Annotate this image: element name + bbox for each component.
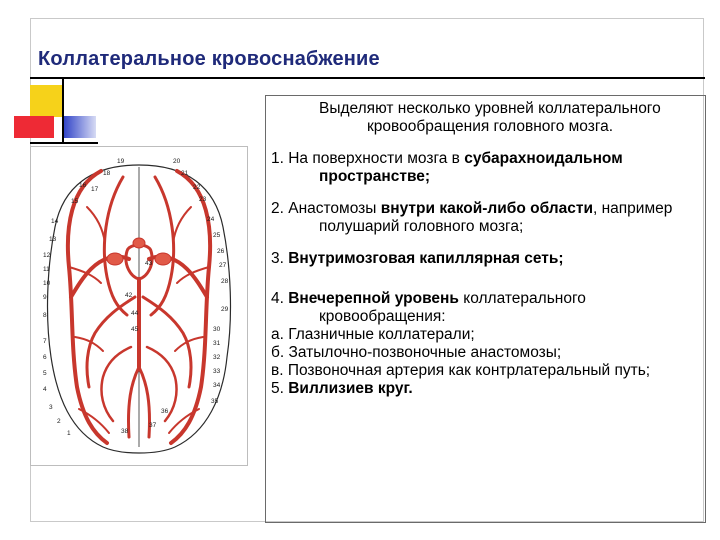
diagram-label-13: 13 (49, 236, 57, 243)
item-5-prefix: 5. (271, 380, 289, 397)
diagram-label-8: 8 (43, 312, 47, 319)
item-5 (271, 380, 695, 398)
diagram-label-30: 30 (213, 326, 221, 333)
diagram-label-33: 33 (213, 368, 221, 375)
diagram-label-16: 16 (79, 182, 87, 189)
vessel-vertebral-left (128, 367, 139, 437)
diagram-label-3: 3 (49, 404, 53, 411)
diagram-label-28: 28 (221, 278, 229, 285)
item-4-suffix: коллатерального кровообращения: (319, 290, 586, 325)
item-5-bold: Виллизиев круг. (288, 380, 413, 397)
intro-paragraph (271, 100, 695, 136)
vessel-left-outer (68, 171, 107, 443)
diagram-label-18: 18 (103, 170, 111, 177)
slide-title: Коллатеральное кровоснабжение (38, 48, 380, 70)
decor-yellow-square (30, 85, 64, 117)
vessel-node-right (155, 253, 171, 265)
diagram-label-4: 4 (43, 386, 47, 393)
diagram-label-37: 37 (149, 422, 157, 429)
item-1 (271, 150, 695, 186)
item-4 (271, 290, 695, 398)
vessel-branch-6 (173, 207, 191, 243)
item-3 (271, 250, 695, 268)
intro-line-1: Выделяют несколько уровней коллатерального (319, 100, 661, 117)
item-3-bold: Внутримозговая капиллярная сеть; (288, 250, 564, 267)
diagram-label-25: 25 (213, 232, 221, 239)
vessel-node-left (107, 253, 123, 265)
item-3-prefix: 3. (271, 250, 289, 267)
content-textbox (265, 95, 706, 523)
brain-arteries-diagram (30, 146, 248, 466)
diagram-label-19: 19 (117, 158, 125, 165)
diagram-label-42: 42 (125, 292, 133, 299)
item-4-header (271, 290, 695, 326)
item-4-sub-b: б. Затылочно-позвоночные анастомозы; (271, 344, 562, 361)
diagram-label-23: 23 (199, 196, 207, 203)
diagram-label-45: 45 (131, 326, 139, 333)
diagram-label-6: 6 (43, 354, 47, 361)
item-4-bold: Внечерепной уровень (288, 290, 459, 307)
item-2-suffix: , например полушарий головного мозга; (319, 200, 673, 235)
decor-horizontal-line (30, 142, 98, 144)
diagram-label-2: 2 (57, 418, 61, 425)
diagram-label-20: 20 (173, 158, 181, 165)
vessel-pca-left (87, 297, 135, 387)
title-underline (30, 77, 705, 79)
diagram-label-26: 26 (217, 248, 225, 255)
item-1-prefix: 1. На поверхности мозга в (271, 150, 465, 167)
diagram-label-1: 1 (67, 430, 71, 437)
diagram-label-31: 31 (213, 340, 221, 347)
diagram-label-14: 14 (51, 218, 59, 225)
diagram-label-12: 12 (43, 252, 51, 259)
diagram-label-9: 9 (43, 294, 47, 301)
vessel-branch-5 (87, 207, 105, 243)
decor-blue-bar (64, 116, 96, 138)
diagram-label-35: 35 (211, 398, 219, 405)
vessel-left-inner (104, 177, 127, 315)
diagram-label-38: 38 (121, 428, 129, 435)
diagram-label-36: 36 (161, 408, 169, 415)
diagram-label-22: 22 (193, 184, 201, 191)
vessel-vertebral-right (139, 367, 150, 437)
item-4-prefix: 4. (271, 290, 289, 307)
item-4-sub-a: а. Глазничные коллатерали; (271, 326, 475, 343)
diagram-label-21: 21 (181, 170, 189, 177)
vessel-right-outer (171, 171, 210, 443)
diagram-label-11: 11 (43, 266, 50, 273)
diagram-label-32: 32 (213, 354, 221, 361)
diagram-label-29: 29 (221, 306, 229, 313)
diagram-label-34: 34 (213, 382, 221, 389)
decor-vertical-line (62, 78, 64, 144)
diagram-label-7: 7 (43, 338, 47, 345)
arteries-illustration (31, 147, 247, 465)
item-4-sub-c: в. Позвоночная артерия как контрлатеральный путь; (271, 362, 651, 379)
item-1-bold: субарахноидальном пространстве; (319, 150, 623, 185)
vessel-right-inner (151, 177, 174, 315)
intro-line-2: кровообращения головного мозга. (367, 118, 614, 135)
vessel-pca-right (143, 297, 191, 387)
diagram-label-15: 15 (71, 198, 79, 205)
item-2 (271, 200, 695, 236)
diagram-label-5: 5 (43, 370, 47, 377)
diagram-label-44: 44 (131, 310, 139, 317)
vessel-node-center (133, 238, 145, 248)
vessel-cerebellar-left (101, 347, 131, 421)
item-2-bold: внутри какой-либо области (380, 200, 593, 217)
diagram-label-10: 10 (43, 280, 51, 287)
item-2-prefix: 2. Анастомозы (271, 200, 381, 217)
diagram-label-43: 43 (145, 260, 153, 267)
decor-red-bar (14, 116, 54, 138)
diagram-label-17: 17 (91, 186, 99, 193)
diagram-label-27: 27 (219, 262, 227, 269)
diagram-label-24: 24 (207, 216, 215, 223)
